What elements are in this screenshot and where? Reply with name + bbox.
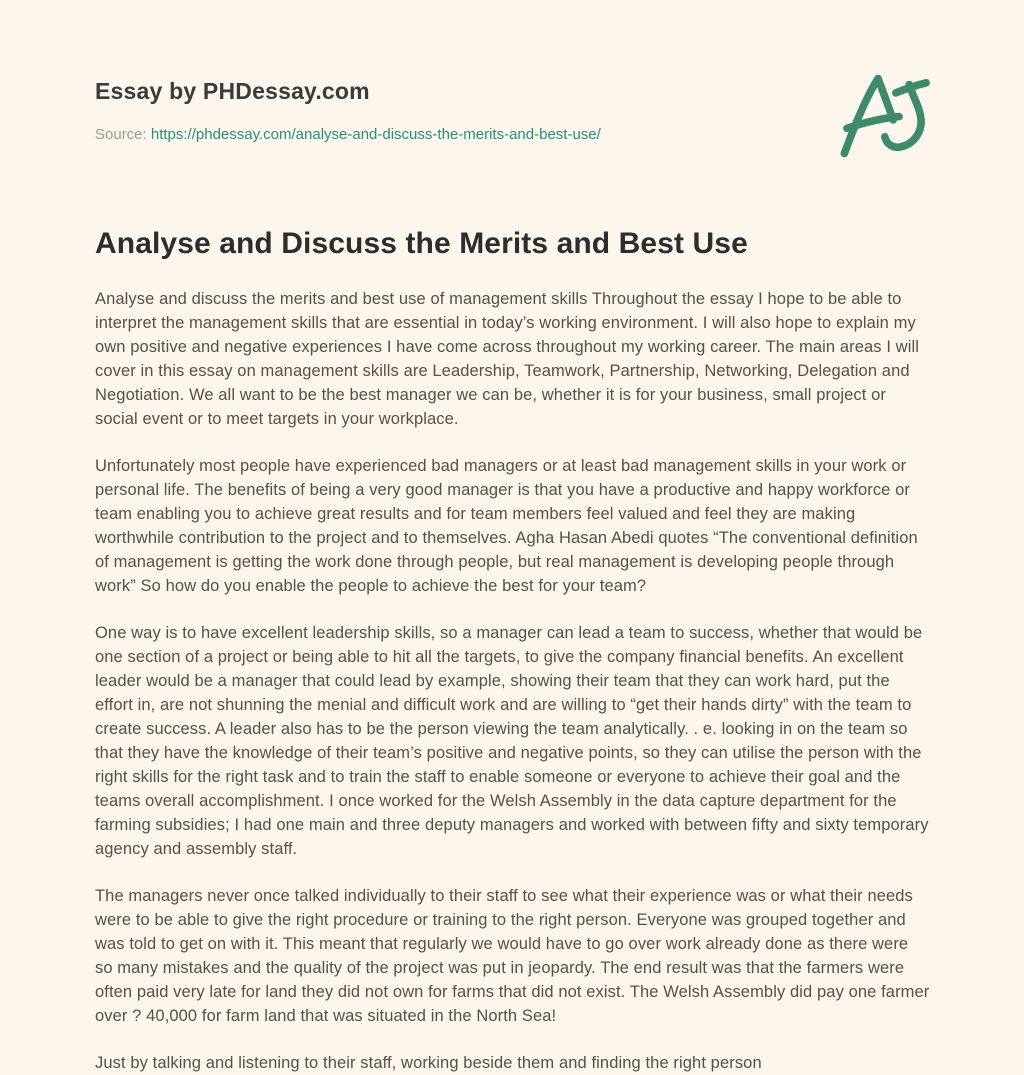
source-label: Source: bbox=[95, 126, 147, 143]
source-url-link[interactable]: https://phdessay.com/analyse-and-discuss-the-merits-and-best-use/ bbox=[150, 126, 601, 143]
essay-paragraph: The managers never once talked individually to their staff to see what their experience was or what their needs were to be able to give the right procedure or training to the right person. Everyone was grouped together and was told to get on with it. This meant that regularly we would have to go over work already done as there were so many mistakes and the quality of the project was put in jeopardy. The end result was that the farmers were often paid very late for land they did not own for farms that did not exist. The Welsh Assembly did pay one farmer over ? 40,000 for farm land that was situated in the North Sea! bbox=[95, 887, 930, 1025]
essay-paragraph: Just by talking and listening to their staff, working beside them and finding the right person bbox=[95, 1054, 762, 1072]
source-line bbox=[95, 126, 930, 143]
essay-title: Analyse and Discuss the Merits and Best Use bbox=[95, 227, 748, 260]
essay-body bbox=[95, 287, 930, 1075]
page-title: Essay by PHDessay.com bbox=[95, 78, 370, 104]
essay-paragraph: Unfortunately most people have experienced bad managers or at least bad management skills in your work or personal life. The benefits of being a very good manager is that you have a productive and happy workforce or team enabling you to achieve great results and for team members feel valued and feel they are making worthwhile contribution to the project and to themselves. Agha Hasan Abedi quotes “The conventional definition of management is getting the work done through people, but real management is developing people through work” So how do you enable the people to achieve the best for your team? bbox=[95, 457, 918, 595]
essay-paragraph: One way is to have excellent leadership skills, so a manager can lead a team to success, whether that would be one section of a project or being able to hit all the targets, to give the company financial benefits. An excellent leader would be a manager that could lead by example, showing their team that they can work hard, put the effort in, are not shunning the menial and difficult work and are willing to “get their hands dirty” with the team to create success. A leader also has to be the person viewing the team analytically. . e. looking in on the team so that they have the knowledge of their team’s positive and negative points, so they can utilise the person with the right skills for the right task and to train the staff to enable someone or everyone to achieve their goal and the teams overall accomplishment. I once worked for the Welsh Assembly in the data capture department for the farming subsidies; I had one main and three deputy managers and worked with between fifty and sixty temporary agency and assembly staff. bbox=[95, 624, 929, 858]
a-plus-logo-icon bbox=[814, 60, 932, 168]
essay-paragraph: Analyse and discuss the merits and best use of management skills Throughout the essay I hope to be able to interpret the management skills that are essential in today’s working environment. I will also hope to explain my own positive and negative experiences I have come across throughout my working career. The main areas I will cover in this essay on management skills are Leadership, Teamwork, Partnership, Networking, Delegation and Negotiation. We all want to be the best manager we can be, whether it is for your business, small project or social event or to meet targets in your workplace. bbox=[95, 290, 919, 428]
